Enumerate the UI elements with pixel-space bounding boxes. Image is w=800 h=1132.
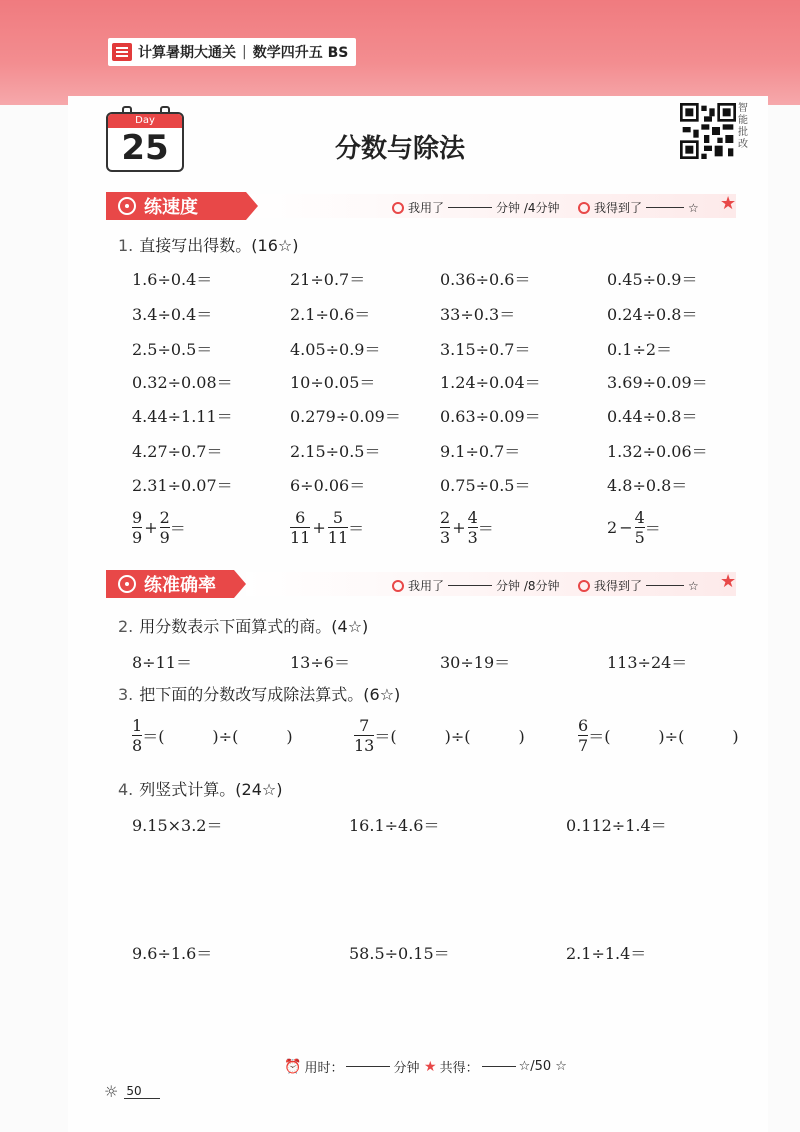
vertical-calc-item: 16.1÷4.6＝ [349, 816, 440, 835]
fraction-calc: 2 − $\frac{4}{5}$ ＝ [607, 508, 661, 547]
target-icon [118, 575, 136, 593]
calc-item: 9.1÷0.7＝ [440, 442, 521, 461]
question-2 [118, 614, 368, 637]
calc-item: 1.6÷0.4＝ [132, 270, 213, 289]
qr-side-text: 智能批改 [738, 103, 748, 150]
calc-item: 0.45÷0.9＝ [607, 270, 698, 289]
calc-item: 0.63÷0.09＝ [440, 407, 541, 426]
check-icon [578, 580, 590, 592]
calc-item: 2.15÷0.5＝ [290, 442, 381, 461]
qr-code-icon[interactable] [680, 103, 736, 159]
calc-item: 8÷11＝ [132, 653, 192, 672]
question-text: 用分数表示下面算式的商。(4☆) [139, 617, 369, 636]
footer-total: ★ 共得： ☆/50 ☆ [424, 1058, 567, 1076]
check-icon [578, 202, 590, 214]
calc-item: 10÷0.05＝ [290, 373, 376, 392]
sun-icon: ☼ [104, 1082, 119, 1101]
fraction: $\frac{7}{13}$ [354, 716, 375, 755]
stopwatch-icon [118, 197, 136, 215]
fraction: $\frac{2}{3}$ [440, 508, 451, 547]
page-number-area [104, 1082, 160, 1101]
time-blank[interactable] [448, 585, 492, 586]
calc-item: 2.1÷0.6＝ [290, 305, 371, 324]
calc-item: 0.279÷0.09＝ [290, 407, 401, 426]
calc-item: 6÷0.06＝ [290, 476, 366, 495]
time-blank[interactable] [448, 207, 492, 208]
section-accuracy [106, 570, 234, 598]
score-blank[interactable] [646, 585, 684, 586]
calc-item: 3.4÷0.4＝ [132, 305, 213, 324]
question-number: 2. [118, 617, 134, 636]
vertical-calc-item: 9.15×3.2＝ [132, 816, 223, 835]
book-icon [112, 43, 132, 61]
page-number: 50 [124, 1084, 159, 1099]
page-title: 分数与除法 [334, 134, 465, 164]
fraction: $\frac{6}{7}$ [578, 716, 589, 755]
score-got: 我得到了 ☆ [578, 199, 699, 216]
calc-item: 33÷0.3＝ [440, 305, 516, 324]
vertical-calc-item: 58.5÷0.15＝ [349, 944, 450, 963]
calc-item: 13÷6＝ [290, 653, 350, 672]
fraction: $\frac{5}{11}$ [327, 508, 349, 547]
calc-item: 30÷19＝ [440, 653, 511, 672]
fraction: $\frac{4}{5}$ [634, 508, 645, 547]
fraction-calc: $\frac{6}{11}$ + $\frac{5}{11}$ ＝ [290, 508, 365, 547]
fraction: $\frac{4}{3}$ [467, 508, 478, 547]
calc-item: 4.44÷1.11＝ [132, 407, 233, 426]
question-4 [118, 777, 282, 800]
calc-item: 0.75÷0.5＝ [440, 476, 531, 495]
calc-item: 21÷0.7＝ [290, 270, 366, 289]
calc-item: 4.8÷0.8＝ [607, 476, 688, 495]
vertical-calc-item: 9.6÷1.6＝ [132, 944, 213, 963]
fraction-rewrite [578, 716, 739, 755]
clock-icon [392, 580, 404, 592]
question-number: 3. [118, 685, 134, 704]
fraction-rewrite [132, 716, 293, 755]
calc-item: 0.32÷0.08＝ [132, 373, 233, 392]
tag-separator: | [242, 44, 247, 60]
rewrite-blanks[interactable]: ＝( )÷( ) [588, 727, 739, 746]
total-score-blank[interactable] [482, 1066, 516, 1067]
fraction-calc: $\frac{9}{9}$ + $\frac{2}{9}$ ＝ [132, 508, 186, 547]
section-speed-title: 练速度 [144, 197, 198, 218]
clock-icon [392, 202, 404, 214]
question-number: 4. [118, 780, 134, 799]
fraction-calc: $\frac{2}{3}$ + $\frac{4}{3}$ ＝ [440, 508, 494, 547]
calc-item: 0.36÷0.6＝ [440, 270, 531, 289]
score-got: 我得到了 ☆ [578, 577, 699, 594]
question-text: 把下面的分数改写成除法算式。(6☆) [139, 685, 401, 704]
question-text: 直接写出得数。(16☆) [139, 236, 299, 255]
time-used: 我用了 分钟 /4分钟 [392, 199, 560, 216]
section-speed [106, 192, 246, 220]
time-used: 我用了 分钟 /8分钟 [392, 577, 560, 594]
score-blank[interactable] [646, 207, 684, 208]
day-label: Day [108, 114, 182, 128]
star-icon: ★ [720, 571, 737, 592]
footer-time: ⏰ 用时： 分钟 [284, 1058, 420, 1076]
calc-item: 1.32÷0.06＝ [607, 442, 708, 461]
star-icon: ★ [720, 193, 737, 214]
calc-item: 1.24÷0.04＝ [440, 373, 541, 392]
alarm-clock-icon: ⏰ [284, 1058, 302, 1075]
question-1 [118, 233, 298, 256]
calc-item: 2.5÷0.5＝ [132, 340, 213, 359]
section-accuracy-title: 练准确率 [144, 575, 216, 596]
star-icon: ★ [424, 1058, 437, 1075]
series-tag [108, 38, 356, 66]
fraction: $\frac{2}{9}$ [159, 508, 170, 547]
calc-item: 4.05÷0.9＝ [290, 340, 381, 359]
calc-item: 0.1÷2＝ [607, 340, 673, 359]
series-name: 计算暑期大通关 [138, 45, 236, 61]
subject-name: 数学四升五 BS [252, 45, 349, 61]
day-number: 25 [121, 128, 169, 168]
calc-item: 0.24÷0.8＝ [607, 305, 698, 324]
rewrite-blanks[interactable]: ＝( )÷( ) [142, 727, 293, 746]
question-number: 1. [118, 236, 134, 255]
rewrite-blanks[interactable]: ＝( )÷( ) [374, 727, 525, 746]
question-text: 列竖式计算。(24☆) [139, 780, 283, 799]
calc-item: 3.15÷0.7＝ [440, 340, 531, 359]
fraction-rewrite [354, 716, 525, 755]
total-time-blank[interactable] [346, 1066, 390, 1067]
fraction: $\frac{6}{11}$ [290, 508, 311, 547]
question-3 [118, 682, 400, 705]
fraction: $\frac{9}{9}$ [132, 508, 143, 547]
fraction: $\frac{1}{8}$ [132, 716, 143, 755]
vertical-calc-item: 2.1÷1.4＝ [566, 944, 647, 963]
calc-item: 2.31÷0.07＝ [132, 476, 233, 495]
calc-item: 113÷24＝ [607, 653, 688, 672]
vertical-calc-item: 0.112÷1.4＝ [566, 816, 667, 835]
calc-item: 4.27÷0.7＝ [132, 442, 223, 461]
calc-item: 3.69÷0.09＝ [607, 373, 708, 392]
calc-item: 0.44÷0.8＝ [607, 407, 698, 426]
